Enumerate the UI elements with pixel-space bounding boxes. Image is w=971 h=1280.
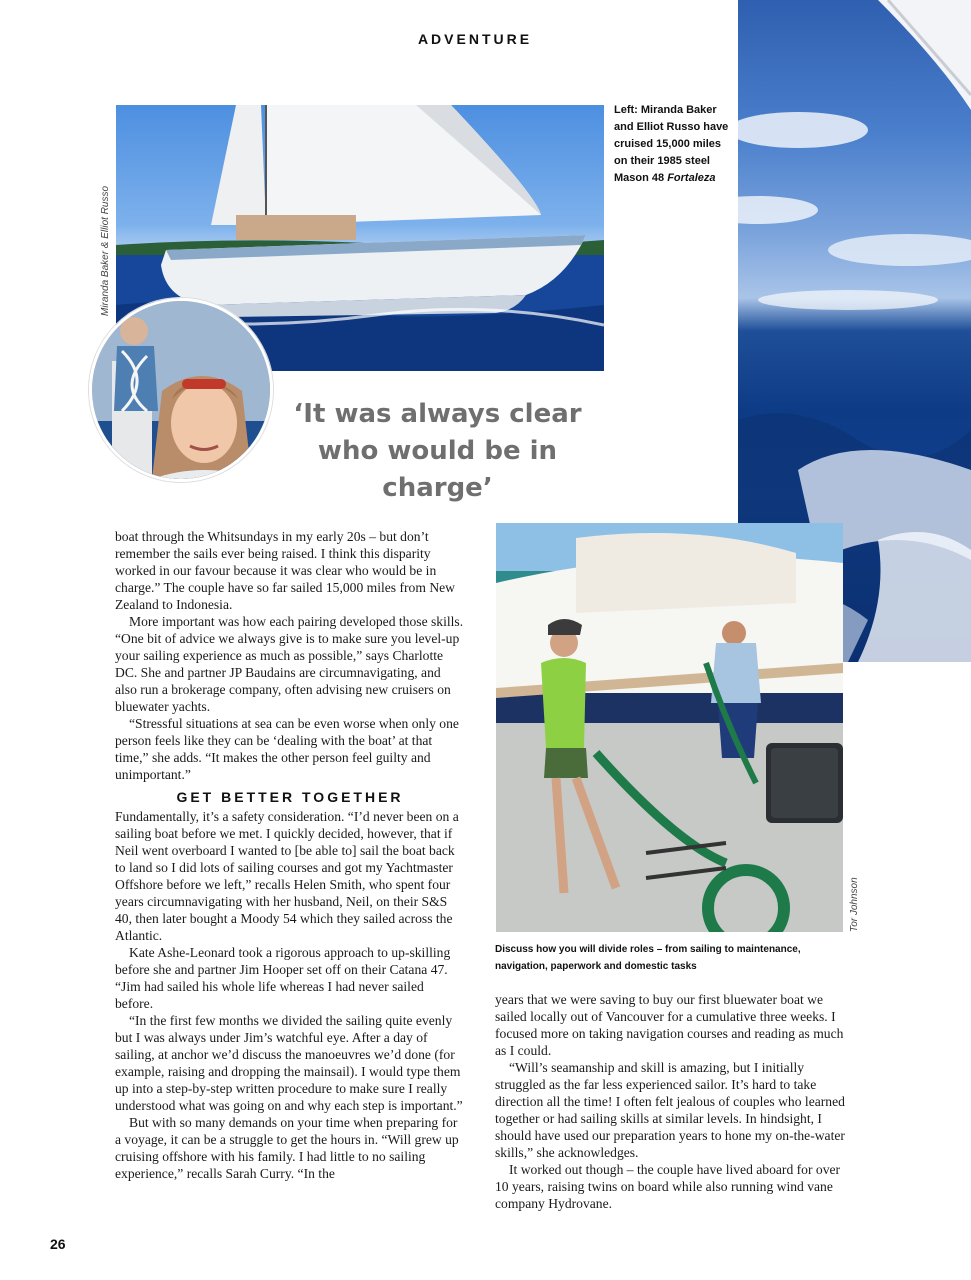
- subheading: GET BETTER TOGETHER: [176, 789, 404, 805]
- paragraph: “Stressful situations at sea can be even worse when only one person feels like they can be ‘dealing with the boat’ at that time,” she adds. “It makes the other person feel guilty and unimportant.”: [115, 716, 459, 782]
- paragraph: Fundamentally, it’s a safety consideration. “I’d never been on a sailing boat before we met. I quickly decided, however, that if Neil went overboard I wanted to [be able to] sail the boat back to land so I did lots of sailing courses and got my Yachtmaster Offshore before we left,” recalls Helen Smith, who spent four years circumnavigating with her husband, Neil, on their S&S 40, then later bought a Moody 54 which they sailed across the Atlantic.: [115, 809, 459, 943]
- photo-credit-top: Miranda Baker & Elliot Russo: [100, 185, 111, 316]
- paragraph: It worked out though – the couple have lived aboard for over 10 years, raising twins on board while also running wind vane company Hydrovane.: [495, 1162, 841, 1211]
- article-column-left: [115, 528, 465, 1182]
- pull-quote: ‘It was always clear who would be in charge’: [293, 399, 582, 503]
- paragraph: But with so many demands on your time when preparing for a voyage, it can be a struggle to get the hours in. “Will grew up cruising offshore with his family. I had little to no sailing experience,” recalls Sarah Curry. “In the: [115, 1115, 459, 1181]
- section-label: ADVENTURE: [417, 31, 533, 47]
- dock-hose-photo: [496, 523, 843, 932]
- couple-portrait: [89, 298, 273, 482]
- dock-photo-caption: Discuss how you will divide roles – from sailing to maintenance, navigation, paperwork and domestic tasks: [495, 944, 801, 972]
- paragraph: Kate Ashe-Leonard took a rigorous approach to up-skilling before she and partner Jim Hooper set off on their Catana 47. “Jim had sailed his whole life whereas I had never sailed before.: [115, 945, 451, 1011]
- top-caption-text: Left: Miranda Baker and Elliot Russo have cruised 15,000 miles on their 1985 steel Mason 48: [614, 104, 729, 184]
- top-photo-caption: [614, 102, 729, 187]
- page-number: 26: [50, 1236, 66, 1252]
- paragraph: “Will’s seamanship and skill is amazing, but I initially struggled as the far less experienced sailor. It’s hard to take direction all the time! I often felt jealous of couples who learned together or had sailing skills at similar levels. In hindsight, I should have used our preparation years to hone my on-the-water skills,” she acknowledges.: [495, 1060, 845, 1160]
- paragraph: years that we were saving to buy our first bluewater boat we sailed locally out of Vancouver for a cumulative three weeks. I focused more on taking navigation courses and reading as much as I could.: [495, 992, 844, 1058]
- paragraph: boat through the Whitsundays in my early 20s – but don’t remember the sails ever being raised. I think this disparity worked in our favour because it was clear who would be in charge.” The couple have so far sailed 15,000 miles from New Zealand to Indonesia.: [115, 529, 455, 612]
- paragraph: More important was how each pairing developed those skills. “One bit of advice we always give is to make sure you level-up your sailing experience as much as possible,” says Charlotte DC. She and partner JP Baudains are circumnavigating, and also run a brokerage company, often advising new cruisers on bluewater yachts.: [115, 614, 464, 714]
- paragraph: “In the first few months we divided the sailing quite evenly but I was always under Jim’s watchful eye. After a day of sailing, at anchor we’d discuss the manoeuvres we’d done (for example, raising and dropping the mainsail). I would type them up into a step-by-step written procedure to make sure I really understood what was going on and why each step is important.”: [115, 1013, 463, 1113]
- photo-credit-dock: Tor Johnson: [849, 877, 860, 932]
- boat-name: Fortaleza: [667, 172, 716, 184]
- article-column-right: [495, 991, 845, 1212]
